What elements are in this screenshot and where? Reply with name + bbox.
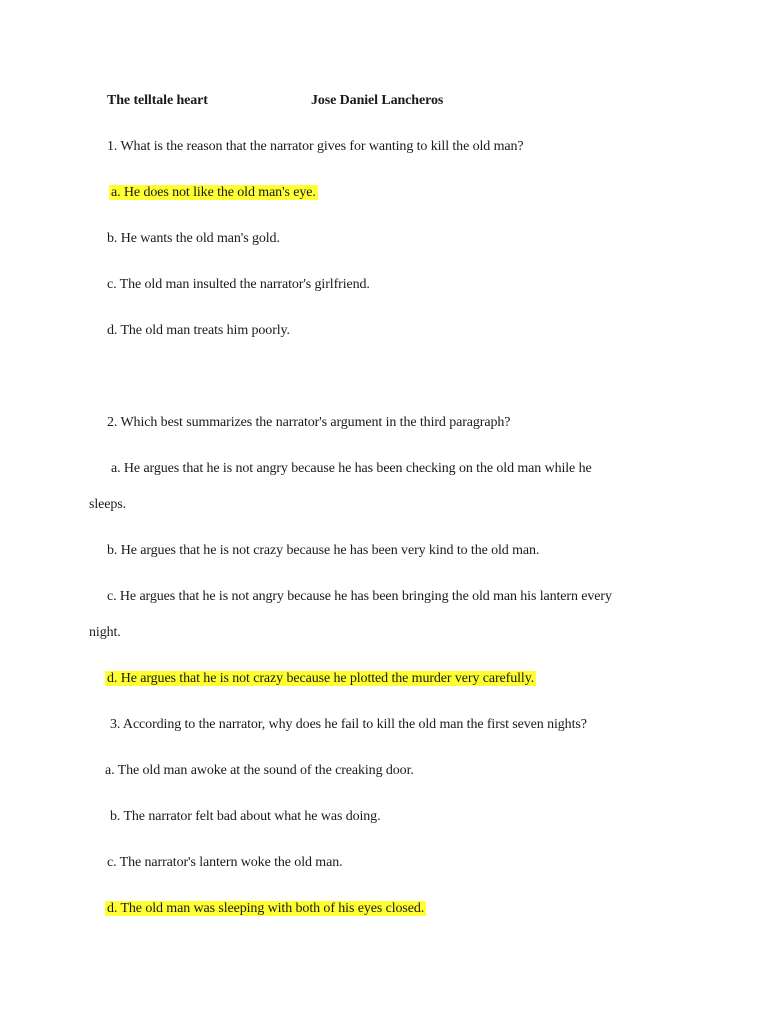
- question-3-option-d: [105, 900, 426, 918]
- question-3-prompt: 3. According to the narrator, why does he fail to kill the old man the first seven nights?: [110, 717, 587, 732]
- question-1-prompt: 1. What is the reason that the narrator gives for wanting to kill the old man?: [107, 139, 524, 154]
- question-3-option-a: a. The old man awoke at the sound of the creaking door.: [105, 763, 414, 778]
- question-1-option-d: d. The old man treats him poorly.: [107, 323, 290, 338]
- question-2-option-c-continuation: night.: [89, 625, 121, 640]
- question-2-option-c: c. He argues that he is not angry because he has been bringing the old man his lantern every: [107, 589, 612, 604]
- question-2-option-b: b. He argues that he is not crazy because he has been very kind to the old man.: [107, 543, 540, 558]
- question-3-option-b: b. The narrator felt bad about what he was doing.: [110, 809, 381, 824]
- document-title: The telltale heart: [107, 93, 208, 108]
- question-1-option-b: b. He wants the old man's gold.: [107, 231, 280, 246]
- question-2-option-d: [105, 670, 536, 688]
- question-2-prompt: 2. Which best summarizes the narrator's argument in the third paragraph?: [107, 415, 511, 430]
- question-3-option-c: c. The narrator's lantern woke the old man.: [107, 855, 343, 870]
- highlighted-answer: d. He argues that he is not crazy because he plotted the murder very carefully.: [107, 671, 535, 686]
- author-name: Jose Daniel Lancheros: [311, 93, 444, 108]
- highlighted-answer: a. He does not like the old man's eye.: [111, 185, 316, 200]
- question-1-option-c: c. The old man insulted the narrator's girlfriend.: [107, 277, 370, 292]
- question-2-option-a-continuation: sleeps.: [89, 497, 127, 512]
- question-2-option-a: a. He argues that he is not angry because he has been checking on the old man while he: [111, 461, 592, 476]
- highlighted-answer: d. The old man was sleeping with both of his eyes closed.: [107, 901, 425, 916]
- question-1-option-a: [109, 184, 318, 202]
